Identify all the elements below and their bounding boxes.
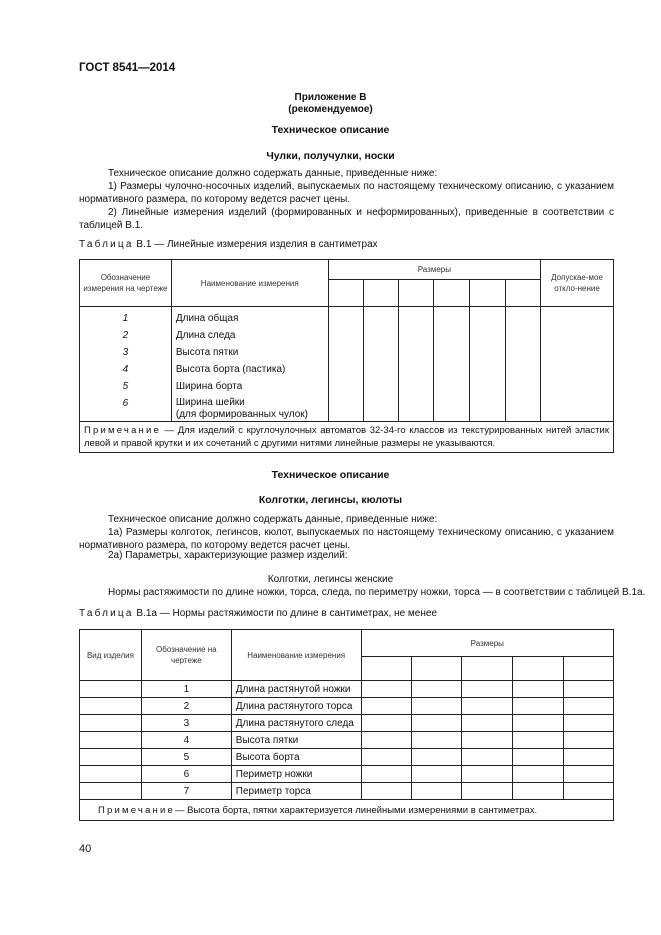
size-col-2: [412, 657, 462, 681]
size-col-1: [328, 280, 363, 307]
table2-caption: [79, 607, 437, 620]
row-name: Высота борта: [231, 749, 361, 766]
section2-title: Техническое описание: [271, 469, 390, 481]
size-cell: [434, 307, 470, 422]
row-name: Длина растянутого торса: [231, 698, 361, 715]
row-name: Периметр торса: [231, 783, 361, 800]
note-text: — Для изделий с круглочулочных автоматов 32-34-го классов из текстурированных нитей эластик левой и правой крутки и их сочетаний с другими нитями линейные размеры не указываются.: [84, 425, 609, 449]
section2-subtitle: Колготки, легинсы, кюлоты: [258, 494, 403, 506]
size-col-5: [470, 280, 506, 307]
table-b1: [79, 259, 614, 453]
note-word: Примечание: [84, 425, 161, 436]
row-num: 7: [141, 783, 231, 800]
section1-item2: 2) Линейные измерения изделий (формированных и неформированных), приведенные в соответствии с таблицей В.1.: [79, 207, 614, 231]
size-col-3: [462, 657, 513, 681]
section1-title: Техническое описание: [271, 124, 390, 136]
row-name: Длина растянутой ножки: [231, 681, 361, 698]
row-num: 5: [122, 381, 129, 392]
row-num: 6: [122, 398, 129, 409]
row-name: Высота борта (пастика): [175, 364, 286, 375]
row-num: 3: [122, 347, 129, 358]
table-row: [80, 715, 614, 732]
row-num: 2: [141, 698, 231, 715]
header-tolerance: Допускае-мое откло-нение: [541, 260, 614, 307]
note-word: Примечание: [98, 804, 175, 816]
row-name: Ширина борта: [175, 381, 243, 392]
page-number: 40: [79, 843, 92, 855]
standard-header: ГОСТ 8541—2014: [79, 62, 176, 74]
header-designation: Обозначение на чертеже: [141, 630, 231, 681]
size-cell: [470, 307, 506, 422]
section2-item2a: 2а) Параметры, характеризующие размер изделий:: [108, 550, 348, 561]
table1-caption: [79, 238, 378, 251]
row-num: 4: [141, 732, 231, 749]
row-name-continued: (для формированных чулок): [175, 409, 308, 420]
section2-intro: Техническое описание должно содержать данные, приведенные ниже:: [108, 514, 438, 525]
row-num: 4: [122, 364, 129, 375]
header-kind: Вид изделия: [80, 630, 142, 681]
name-column: [171, 307, 328, 422]
table-row: [80, 698, 614, 715]
tolerance-cell: [541, 307, 614, 422]
row-num: 3: [141, 715, 231, 732]
table2-caption-word: Таблица: [79, 608, 134, 619]
section2-item1a: 1а) Размеры колготок, легинсов, кюлот, выпускаемых по настоящему техническому описанию, с указанием нормативного размера, по которому ведется расчет цены.: [79, 527, 614, 551]
table1-caption-rest: В.1 — Линейные измерения изделия в сантиметрах: [136, 239, 378, 250]
table-row: [80, 681, 614, 698]
section2-norms: Нормы растяжимости по длине ножки, торса, следа, по периметру ножки, торса — в соответствии с таблицей В.1а.: [108, 587, 646, 598]
row-num: 1: [141, 681, 231, 698]
row-name: Ширина шейки: [175, 397, 245, 408]
size-col-4: [513, 657, 564, 681]
size-cell: [363, 307, 399, 422]
appendix-subtitle: (рекомендуемое): [288, 104, 373, 115]
table2-note: [80, 800, 614, 821]
row-num: 5: [141, 749, 231, 766]
table2-caption-rest: В.1а — Нормы растяжимости по длине в сантиметрах, не менее: [136, 608, 438, 619]
note-text: — Высота борта, пятки характеризуется линейными измерениями в сантиметрах.: [175, 804, 538, 816]
table-row: [80, 766, 614, 783]
size-col-6: [506, 280, 541, 307]
appendix-title: Приложение В: [294, 92, 367, 103]
row-name: Высота пятки: [231, 732, 361, 749]
table-row: [80, 749, 614, 766]
header-designation: Обозначение измерения на чертеже: [80, 260, 172, 307]
section1-subtitle: Чулки, получулки, носки: [266, 150, 395, 162]
row-name: Длина растянутого следа: [231, 715, 361, 732]
row-name: Длина следа: [175, 330, 236, 341]
size-col-5: [564, 657, 614, 681]
table1-note: [80, 422, 614, 453]
header-sizes: Размеры: [361, 630, 613, 657]
size-col-4: [434, 280, 470, 307]
row-num: 1: [122, 313, 129, 324]
table-row: [80, 732, 614, 749]
designation-column: [80, 307, 172, 422]
table-b1a: [79, 629, 614, 821]
section1-item1: 1) Размеры чулочно-носочных изделий, выпускаемых по настоящему техническому описанию, с указанием нормативного размера, по которому ведется расчет цены.: [79, 181, 614, 205]
row-name: Длина общая: [175, 313, 239, 324]
header-name: Наименование измерения: [231, 630, 361, 681]
row-name: Периметр ножки: [231, 766, 361, 783]
table1-caption-word: Таблица: [79, 239, 134, 250]
size-cell: [506, 307, 541, 422]
size-col-1: [361, 657, 412, 681]
header-name: Наименование измерения: [171, 260, 328, 307]
header-sizes: Размеры: [328, 260, 540, 280]
size-cell: [399, 307, 434, 422]
size-col-2: [363, 280, 399, 307]
row-name: Высота пятки: [175, 347, 239, 358]
table-row: [80, 783, 614, 800]
size-col-3: [399, 280, 434, 307]
section2-sub: Колготки, легинсы женские: [267, 574, 394, 585]
row-num: 6: [141, 766, 231, 783]
section1-intro: Техническое описание должно содержать данные, приведенные ниже:: [108, 168, 438, 179]
size-cell: [328, 307, 363, 422]
row-num: 2: [122, 330, 129, 341]
